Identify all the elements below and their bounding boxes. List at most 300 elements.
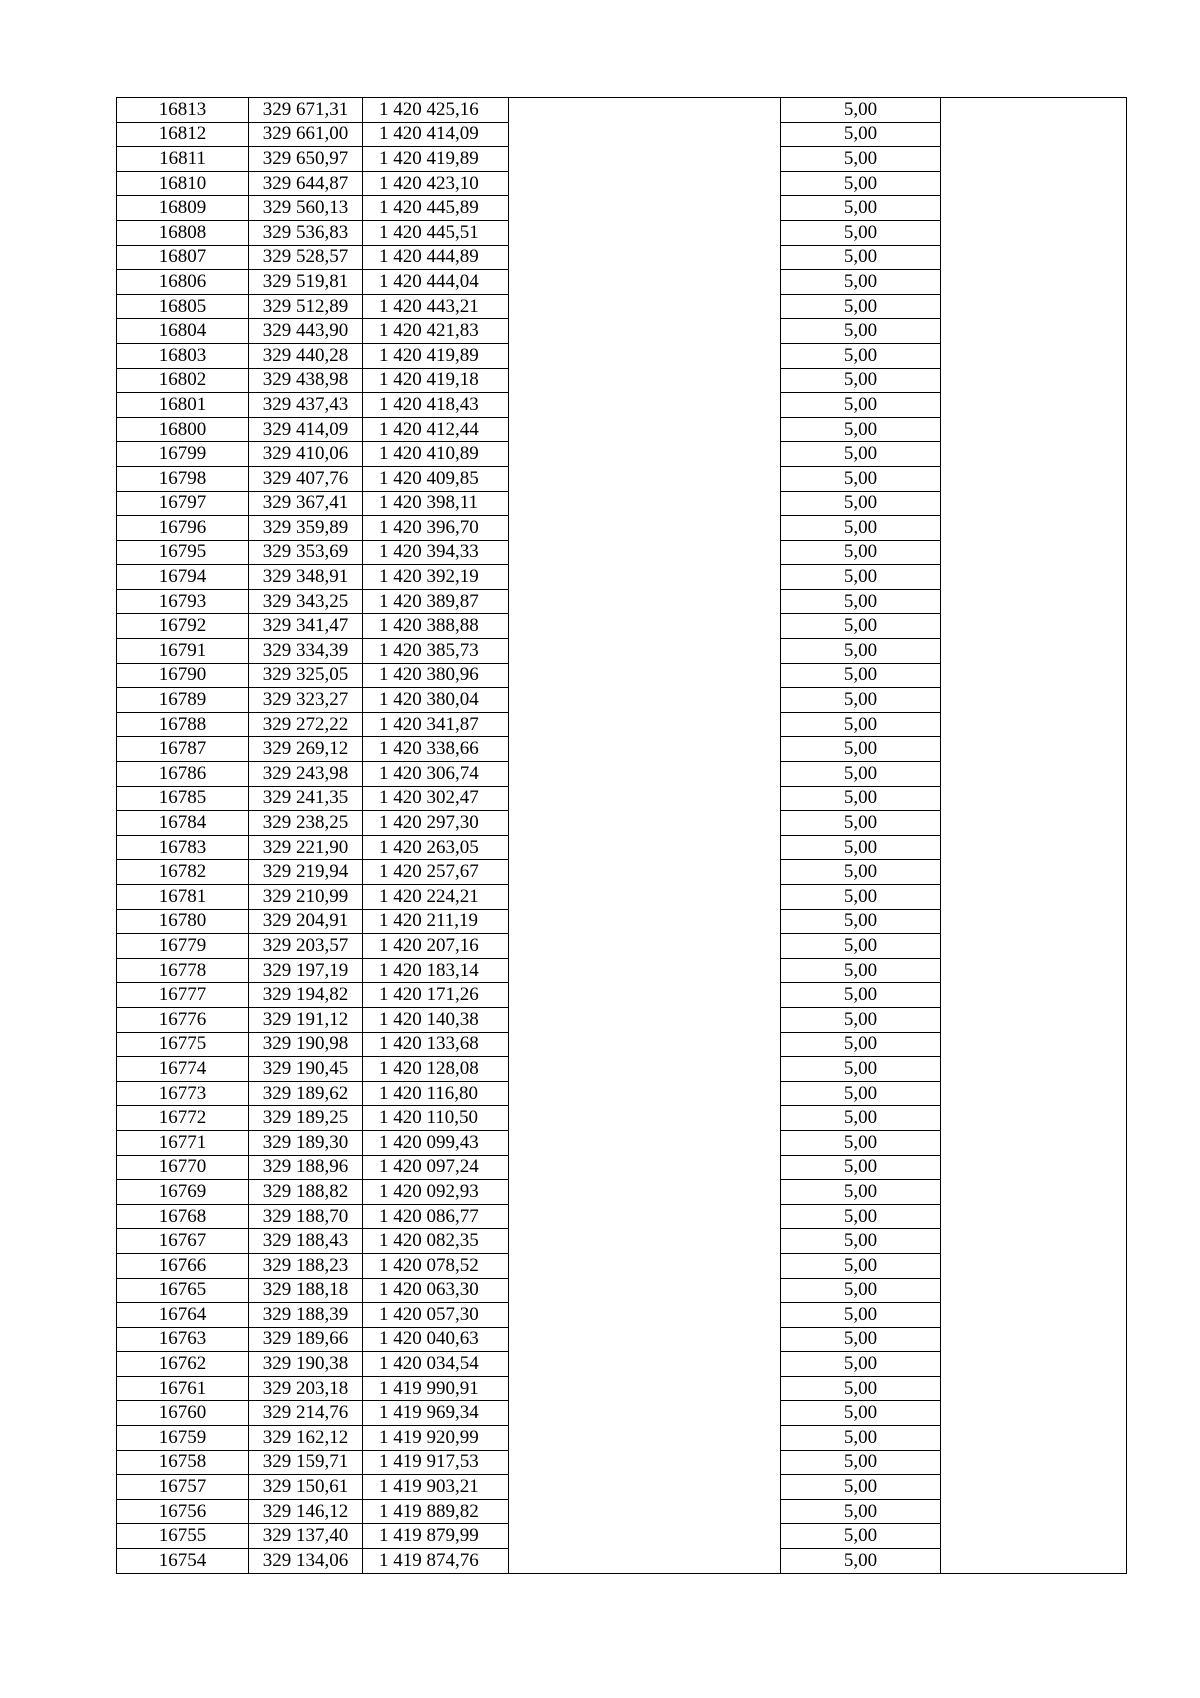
x-coordinate-cell: 329 438,98 [249, 368, 363, 393]
x-coordinate-cell: 329 137,40 [249, 1524, 363, 1549]
table-row [117, 958, 1127, 983]
empty-cell [509, 934, 781, 959]
empty-cell [509, 1426, 781, 1451]
value-cell: 5,00 [781, 762, 941, 787]
y-coordinate-cell: 1 420 421,83 [363, 319, 509, 344]
y-coordinate-cell: 1 420 341,87 [363, 712, 509, 737]
table-row [117, 1278, 1127, 1303]
x-coordinate-cell: 329 188,70 [249, 1204, 363, 1229]
x-coordinate-cell: 329 410,06 [249, 442, 363, 467]
value-cell: 5,00 [781, 639, 941, 664]
table-row [117, 1057, 1127, 1082]
empty-cell [941, 958, 1127, 983]
value-cell: 5,00 [781, 540, 941, 565]
point-number-cell: 16769 [117, 1180, 249, 1205]
y-coordinate-cell: 1 420 140,38 [363, 1007, 509, 1032]
y-coordinate-cell: 1 420 419,89 [363, 343, 509, 368]
empty-cell [941, 885, 1127, 910]
value-cell: 5,00 [781, 1032, 941, 1057]
point-number-cell: 16762 [117, 1352, 249, 1377]
empty-cell [941, 934, 1127, 959]
x-coordinate-cell: 329 367,41 [249, 491, 363, 516]
y-coordinate-cell: 1 420 092,93 [363, 1180, 509, 1205]
value-cell: 5,00 [781, 860, 941, 885]
y-coordinate-cell: 1 420 380,96 [363, 663, 509, 688]
empty-cell [509, 122, 781, 147]
empty-cell [941, 811, 1127, 836]
empty-cell [509, 1475, 781, 1500]
x-coordinate-cell: 329 241,35 [249, 786, 363, 811]
empty-cell [941, 1475, 1127, 1500]
empty-cell [509, 1376, 781, 1401]
y-coordinate-cell: 1 419 903,21 [363, 1475, 509, 1500]
x-coordinate-cell: 329 194,82 [249, 983, 363, 1008]
value-cell: 5,00 [781, 466, 941, 491]
table-row [117, 1475, 1127, 1500]
table-row [117, 1253, 1127, 1278]
value-cell: 5,00 [781, 245, 941, 270]
y-coordinate-cell: 1 420 099,43 [363, 1130, 509, 1155]
empty-cell [941, 786, 1127, 811]
empty-cell [509, 589, 781, 614]
table-row [117, 1376, 1127, 1401]
table-row [117, 1180, 1127, 1205]
x-coordinate-cell: 329 190,45 [249, 1057, 363, 1082]
x-coordinate-cell: 329 323,27 [249, 688, 363, 713]
empty-cell [941, 688, 1127, 713]
empty-cell [509, 1081, 781, 1106]
point-number-cell: 16786 [117, 762, 249, 787]
y-coordinate-cell: 1 420 078,52 [363, 1253, 509, 1278]
empty-cell [941, 98, 1127, 123]
empty-cell [941, 1278, 1127, 1303]
point-number-cell: 16772 [117, 1106, 249, 1131]
y-coordinate-cell: 1 420 380,04 [363, 688, 509, 713]
empty-cell [941, 122, 1127, 147]
empty-cell [941, 1499, 1127, 1524]
empty-cell [509, 393, 781, 418]
empty-cell [941, 614, 1127, 639]
empty-cell [509, 147, 781, 172]
y-coordinate-cell: 1 420 040,63 [363, 1327, 509, 1352]
x-coordinate-cell: 329 414,09 [249, 417, 363, 442]
x-coordinate-cell: 329 519,81 [249, 270, 363, 295]
x-coordinate-cell: 329 343,25 [249, 589, 363, 614]
empty-cell [509, 614, 781, 639]
point-number-cell: 16770 [117, 1155, 249, 1180]
point-number-cell: 16803 [117, 343, 249, 368]
empty-cell [941, 1130, 1127, 1155]
point-number-cell: 16808 [117, 220, 249, 245]
empty-cell [941, 220, 1127, 245]
table-row [117, 1549, 1127, 1574]
value-cell: 5,00 [781, 934, 941, 959]
table-row [117, 1401, 1127, 1426]
y-coordinate-cell: 1 420 207,16 [363, 934, 509, 959]
point-number-cell: 16763 [117, 1327, 249, 1352]
point-number-cell: 16764 [117, 1303, 249, 1328]
table-row [117, 220, 1127, 245]
empty-cell [941, 860, 1127, 885]
x-coordinate-cell: 329 238,25 [249, 811, 363, 836]
y-coordinate-cell: 1 420 110,50 [363, 1106, 509, 1131]
y-coordinate-cell: 1 420 444,04 [363, 270, 509, 295]
table-row [117, 122, 1127, 147]
x-coordinate-cell: 329 203,18 [249, 1376, 363, 1401]
table-row [117, 1081, 1127, 1106]
y-coordinate-cell: 1 419 990,91 [363, 1376, 509, 1401]
y-coordinate-cell: 1 420 412,44 [363, 417, 509, 442]
empty-cell [941, 835, 1127, 860]
y-coordinate-cell: 1 420 302,47 [363, 786, 509, 811]
point-number-cell: 16805 [117, 294, 249, 319]
empty-cell [941, 319, 1127, 344]
table-row [117, 171, 1127, 196]
empty-cell [509, 1253, 781, 1278]
y-coordinate-cell: 1 420 409,85 [363, 466, 509, 491]
value-cell: 5,00 [781, 516, 941, 541]
empty-cell [941, 1007, 1127, 1032]
point-number-cell: 16800 [117, 417, 249, 442]
value-cell: 5,00 [781, 1475, 941, 1500]
y-coordinate-cell: 1 420 445,51 [363, 220, 509, 245]
table-row [117, 245, 1127, 270]
value-cell: 5,00 [781, 1278, 941, 1303]
empty-cell [941, 1253, 1127, 1278]
empty-cell [941, 737, 1127, 762]
empty-cell [941, 565, 1127, 590]
table-row [117, 811, 1127, 836]
value-cell: 5,00 [781, 1352, 941, 1377]
point-number-cell: 16794 [117, 565, 249, 590]
point-number-cell: 16776 [117, 1007, 249, 1032]
value-cell: 5,00 [781, 147, 941, 172]
value-cell: 5,00 [781, 393, 941, 418]
empty-cell [509, 442, 781, 467]
table-row [117, 1450, 1127, 1475]
empty-cell [941, 1303, 1127, 1328]
point-number-cell: 16783 [117, 835, 249, 860]
empty-cell [941, 1057, 1127, 1082]
table-row [117, 860, 1127, 885]
empty-cell [509, 786, 781, 811]
empty-cell [941, 1032, 1127, 1057]
table-row [117, 319, 1127, 344]
y-coordinate-cell: 1 420 297,30 [363, 811, 509, 836]
value-cell: 5,00 [781, 1376, 941, 1401]
empty-cell [509, 220, 781, 245]
x-coordinate-cell: 329 528,57 [249, 245, 363, 270]
empty-cell [509, 417, 781, 442]
empty-cell [509, 860, 781, 885]
x-coordinate-cell: 329 162,12 [249, 1426, 363, 1451]
point-number-cell: 16807 [117, 245, 249, 270]
table-row [117, 589, 1127, 614]
table-body [117, 98, 1127, 1574]
empty-cell [509, 712, 781, 737]
value-cell: 5,00 [781, 786, 941, 811]
y-coordinate-cell: 1 420 097,24 [363, 1155, 509, 1180]
empty-cell [509, 343, 781, 368]
y-coordinate-cell: 1 419 969,34 [363, 1401, 509, 1426]
empty-cell [509, 270, 781, 295]
empty-cell [941, 171, 1127, 196]
x-coordinate-cell: 329 443,90 [249, 319, 363, 344]
empty-cell [509, 466, 781, 491]
point-number-cell: 16792 [117, 614, 249, 639]
empty-cell [941, 343, 1127, 368]
table-row [117, 1524, 1127, 1549]
value-cell: 5,00 [781, 98, 941, 123]
empty-cell [941, 294, 1127, 319]
value-cell: 5,00 [781, 737, 941, 762]
table-row [117, 1499, 1127, 1524]
value-cell: 5,00 [781, 1549, 941, 1574]
empty-cell [509, 909, 781, 934]
empty-cell [509, 1204, 781, 1229]
empty-cell [509, 1155, 781, 1180]
empty-cell [509, 368, 781, 393]
point-number-cell: 16802 [117, 368, 249, 393]
y-coordinate-cell: 1 420 414,09 [363, 122, 509, 147]
table-row [117, 98, 1127, 123]
value-cell: 5,00 [781, 171, 941, 196]
x-coordinate-cell: 329 348,91 [249, 565, 363, 590]
value-cell: 5,00 [781, 368, 941, 393]
x-coordinate-cell: 329 536,83 [249, 220, 363, 245]
point-number-cell: 16766 [117, 1253, 249, 1278]
value-cell: 5,00 [781, 589, 941, 614]
x-coordinate-cell: 329 189,66 [249, 1327, 363, 1352]
y-coordinate-cell: 1 420 183,14 [363, 958, 509, 983]
empty-cell [509, 835, 781, 860]
point-number-cell: 16757 [117, 1475, 249, 1500]
point-number-cell: 16790 [117, 663, 249, 688]
y-coordinate-cell: 1 420 171,26 [363, 983, 509, 1008]
table-row [117, 565, 1127, 590]
value-cell: 5,00 [781, 958, 941, 983]
empty-cell [509, 1450, 781, 1475]
empty-cell [509, 1327, 781, 1352]
x-coordinate-cell: 329 146,12 [249, 1499, 363, 1524]
empty-cell [509, 1180, 781, 1205]
y-coordinate-cell: 1 420 224,21 [363, 885, 509, 910]
table-row [117, 1155, 1127, 1180]
x-coordinate-cell: 329 407,76 [249, 466, 363, 491]
value-cell: 5,00 [781, 712, 941, 737]
empty-cell [941, 393, 1127, 418]
x-coordinate-cell: 329 334,39 [249, 639, 363, 664]
empty-cell [509, 1106, 781, 1131]
point-number-cell: 16765 [117, 1278, 249, 1303]
value-cell: 5,00 [781, 835, 941, 860]
table-row [117, 614, 1127, 639]
point-number-cell: 16755 [117, 1524, 249, 1549]
empty-cell [941, 540, 1127, 565]
empty-cell [941, 1180, 1127, 1205]
empty-cell [941, 1376, 1127, 1401]
value-cell: 5,00 [781, 1106, 941, 1131]
table-row [117, 516, 1127, 541]
point-number-cell: 16811 [117, 147, 249, 172]
empty-cell [941, 1081, 1127, 1106]
point-number-cell: 16795 [117, 540, 249, 565]
table-row [117, 786, 1127, 811]
empty-cell [509, 1549, 781, 1574]
x-coordinate-cell: 329 189,30 [249, 1130, 363, 1155]
empty-cell [941, 1229, 1127, 1254]
y-coordinate-cell: 1 420 128,08 [363, 1057, 509, 1082]
empty-cell [509, 196, 781, 221]
y-coordinate-cell: 1 420 419,89 [363, 147, 509, 172]
value-cell: 5,00 [781, 663, 941, 688]
y-coordinate-cell: 1 420 445,89 [363, 196, 509, 221]
empty-cell [941, 1327, 1127, 1352]
y-coordinate-cell: 1 420 338,66 [363, 737, 509, 762]
point-number-cell: 16797 [117, 491, 249, 516]
empty-cell [509, 1524, 781, 1549]
y-coordinate-cell: 1 420 034,54 [363, 1352, 509, 1377]
value-cell: 5,00 [781, 122, 941, 147]
value-cell: 5,00 [781, 1130, 941, 1155]
point-number-cell: 16806 [117, 270, 249, 295]
value-cell: 5,00 [781, 688, 941, 713]
table-row [117, 294, 1127, 319]
point-number-cell: 16780 [117, 909, 249, 934]
value-cell: 5,00 [781, 319, 941, 344]
point-number-cell: 16782 [117, 860, 249, 885]
y-coordinate-cell: 1 420 257,67 [363, 860, 509, 885]
empty-cell [509, 491, 781, 516]
x-coordinate-cell: 329 437,43 [249, 393, 363, 418]
empty-cell [509, 1229, 781, 1254]
empty-cell [941, 417, 1127, 442]
empty-cell [941, 983, 1127, 1008]
table-row [117, 885, 1127, 910]
value-cell: 5,00 [781, 196, 941, 221]
point-number-cell: 16810 [117, 171, 249, 196]
x-coordinate-cell: 329 219,94 [249, 860, 363, 885]
table-row [117, 1352, 1127, 1377]
empty-cell [941, 442, 1127, 467]
point-number-cell: 16777 [117, 983, 249, 1008]
x-coordinate-cell: 329 188,82 [249, 1180, 363, 1205]
empty-cell [509, 1499, 781, 1524]
point-number-cell: 16809 [117, 196, 249, 221]
x-coordinate-cell: 329 190,38 [249, 1352, 363, 1377]
value-cell: 5,00 [781, 417, 941, 442]
x-coordinate-cell: 329 341,47 [249, 614, 363, 639]
point-number-cell: 16778 [117, 958, 249, 983]
table-row [117, 442, 1127, 467]
value-cell: 5,00 [781, 909, 941, 934]
y-coordinate-cell: 1 420 443,21 [363, 294, 509, 319]
empty-cell [941, 1204, 1127, 1229]
y-coordinate-cell: 1 420 306,74 [363, 762, 509, 787]
value-cell: 5,00 [781, 811, 941, 836]
table-row [117, 1229, 1127, 1254]
empty-cell [941, 270, 1127, 295]
value-cell: 5,00 [781, 885, 941, 910]
empty-cell [509, 1303, 781, 1328]
empty-cell [941, 1352, 1127, 1377]
empty-cell [941, 1549, 1127, 1574]
empty-cell [941, 663, 1127, 688]
empty-cell [509, 983, 781, 1008]
y-coordinate-cell: 1 420 388,88 [363, 614, 509, 639]
y-coordinate-cell: 1 420 398,11 [363, 491, 509, 516]
table-row [117, 737, 1127, 762]
x-coordinate-cell: 329 188,18 [249, 1278, 363, 1303]
value-cell: 5,00 [781, 1327, 941, 1352]
x-coordinate-cell: 329 188,43 [249, 1229, 363, 1254]
empty-cell [509, 1007, 781, 1032]
empty-cell [509, 1032, 781, 1057]
y-coordinate-cell: 1 420 396,70 [363, 516, 509, 541]
value-cell: 5,00 [781, 1007, 941, 1032]
table-row [117, 1032, 1127, 1057]
y-coordinate-cell: 1 420 057,30 [363, 1303, 509, 1328]
table-row [117, 196, 1127, 221]
empty-cell [941, 909, 1127, 934]
y-coordinate-cell: 1 420 133,68 [363, 1032, 509, 1057]
table-row [117, 934, 1127, 959]
empty-cell [509, 639, 781, 664]
point-number-cell: 16754 [117, 1549, 249, 1574]
table-row [117, 393, 1127, 418]
table-row [117, 909, 1127, 934]
point-number-cell: 16799 [117, 442, 249, 467]
y-coordinate-cell: 1 420 086,77 [363, 1204, 509, 1229]
empty-cell [509, 171, 781, 196]
empty-cell [941, 491, 1127, 516]
y-coordinate-cell: 1 420 082,35 [363, 1229, 509, 1254]
value-cell: 5,00 [781, 983, 941, 1008]
table-row [117, 663, 1127, 688]
y-coordinate-cell: 1 420 394,33 [363, 540, 509, 565]
empty-cell [509, 958, 781, 983]
x-coordinate-cell: 329 221,90 [249, 835, 363, 860]
empty-cell [941, 245, 1127, 270]
y-coordinate-cell: 1 420 385,73 [363, 639, 509, 664]
empty-cell [509, 1057, 781, 1082]
x-coordinate-cell: 329 134,06 [249, 1549, 363, 1574]
x-coordinate-cell: 329 243,98 [249, 762, 363, 787]
table-row [117, 1426, 1127, 1451]
empty-cell [941, 466, 1127, 491]
x-coordinate-cell: 329 269,12 [249, 737, 363, 762]
x-coordinate-cell: 329 440,28 [249, 343, 363, 368]
x-coordinate-cell: 329 661,00 [249, 122, 363, 147]
x-coordinate-cell: 329 189,62 [249, 1081, 363, 1106]
empty-cell [509, 1278, 781, 1303]
empty-cell [509, 1352, 781, 1377]
point-number-cell: 16798 [117, 466, 249, 491]
point-number-cell: 16813 [117, 98, 249, 123]
empty-cell [509, 811, 781, 836]
empty-cell [509, 1401, 781, 1426]
point-number-cell: 16784 [117, 811, 249, 836]
empty-cell [509, 885, 781, 910]
table-row [117, 417, 1127, 442]
y-coordinate-cell: 1 420 263,05 [363, 835, 509, 860]
empty-cell [941, 1524, 1127, 1549]
table-row [117, 1303, 1127, 1328]
point-number-cell: 16804 [117, 319, 249, 344]
empty-cell [941, 147, 1127, 172]
table-row [117, 712, 1127, 737]
y-coordinate-cell: 1 419 917,53 [363, 1450, 509, 1475]
